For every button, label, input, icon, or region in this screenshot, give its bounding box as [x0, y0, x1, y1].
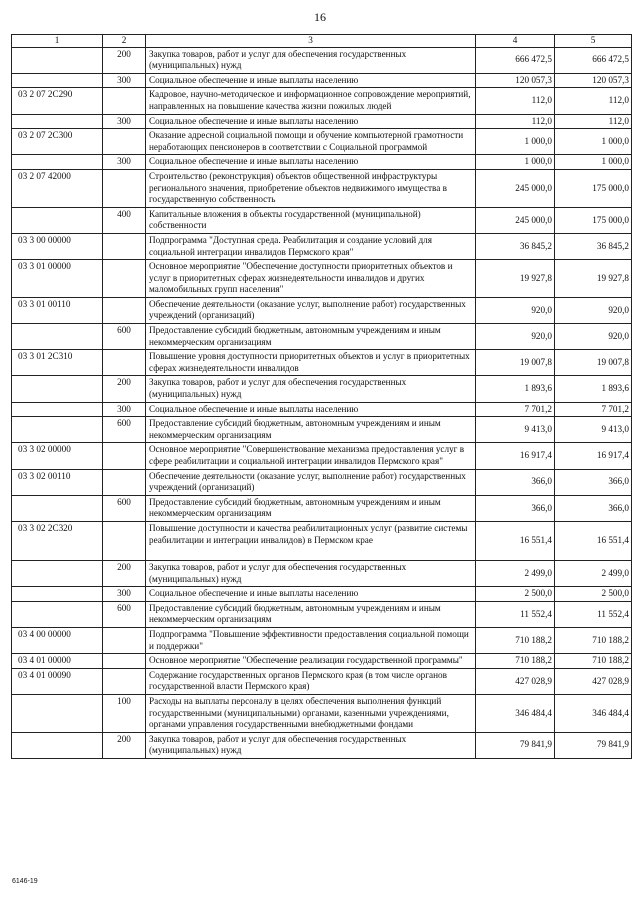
- table-row: [12, 155, 632, 170]
- row-name: Закупка товаров, работ и услуг для обеспечения государственных (муниципальных) нужд: [146, 47, 476, 73]
- row-value-col5: 7 701,2: [555, 402, 632, 417]
- row-expense-type: [103, 233, 146, 259]
- table-row: [12, 297, 632, 323]
- row-name: Предоставление субсидий бюджетным, автономным учреждениям и иным некоммерческим организациям: [146, 324, 476, 350]
- table-row: [12, 417, 632, 443]
- page-number: 16: [314, 10, 326, 24]
- table-row: [12, 114, 632, 129]
- row-code: [12, 73, 103, 88]
- row-value-col5: 366,0: [555, 495, 632, 521]
- row-name: Социальное обеспечение и иные выплаты населению: [146, 73, 476, 88]
- row-code: [12, 601, 103, 627]
- row-expense-type: 200: [103, 47, 146, 73]
- row-value-col4: 245 000,0: [476, 169, 555, 207]
- table-row: [12, 73, 632, 88]
- row-value-col4: 920,0: [476, 297, 555, 323]
- row-name: Оказание адресной социальной помощи и обучение компьютерной грамотности неработающих пенсионеров в соответствии с Социальной программой: [146, 129, 476, 155]
- column-header-4: 4: [476, 35, 555, 48]
- row-name: Предоставление субсидий бюджетным, автономным учреждениям и иным некоммерческим организациям: [146, 495, 476, 521]
- column-number-row: [12, 35, 632, 48]
- column-header-5: 5: [555, 35, 632, 48]
- row-name: Закупка товаров, работ и услуг для обеспечения государственных (муниципальных) нужд: [146, 732, 476, 758]
- row-name: Социальное обеспечение и иные выплаты населению: [146, 114, 476, 129]
- row-expense-type: [103, 443, 146, 469]
- table-row: [12, 654, 632, 669]
- row-name: Расходы на выплаты персоналу в целях обеспечения выполнения функций государственными (муниципальными) органами, казенными учреждениями, органами управления государственными внебюджетными фондами: [146, 694, 476, 732]
- row-name: Предоставление субсидий бюджетным, автономным учреждениям и иным некоммерческим организациям: [146, 417, 476, 443]
- row-code: 03 4 01 00000: [12, 654, 103, 669]
- row-expense-type: [103, 469, 146, 495]
- table-row: [12, 324, 632, 350]
- table-row: [12, 521, 632, 560]
- row-code: 03 2 07 2С300: [12, 129, 103, 155]
- row-value-col5: 112,0: [555, 114, 632, 129]
- row-expense-type: 400: [103, 207, 146, 233]
- table-row: [12, 560, 632, 586]
- row-value-col5: 2 500,0: [555, 587, 632, 602]
- table-row: [12, 587, 632, 602]
- row-code: [12, 495, 103, 521]
- row-value-col5: 1 000,0: [555, 155, 632, 170]
- row-value-col4: 427 028,9: [476, 668, 555, 694]
- row-code: 03 2 07 2С290: [12, 88, 103, 114]
- row-expense-type: 200: [103, 732, 146, 758]
- row-code: [12, 47, 103, 73]
- table-row: [12, 469, 632, 495]
- row-value-col5: 2 499,0: [555, 560, 632, 586]
- row-value-col4: 79 841,9: [476, 732, 555, 758]
- row-code: [12, 694, 103, 732]
- row-code: [12, 732, 103, 758]
- row-code: [12, 560, 103, 586]
- row-expense-type: 300: [103, 73, 146, 88]
- row-code: [12, 587, 103, 602]
- row-expense-type: [103, 169, 146, 207]
- row-value-col5: 920,0: [555, 297, 632, 323]
- row-expense-type: [103, 627, 146, 653]
- row-name: Закупка товаров, работ и услуг для обеспечения государственных (муниципальных) нужд: [146, 376, 476, 402]
- row-expense-type: [103, 297, 146, 323]
- row-expense-type: 300: [103, 114, 146, 129]
- row-name: Повышение уровня доступности приоритетных объектов и услуг в приоритетных сферах жизнедеятельности инвалидов: [146, 350, 476, 376]
- row-expense-type: [103, 88, 146, 114]
- table-row: [12, 402, 632, 417]
- row-value-col4: 19 927,8: [476, 260, 555, 298]
- row-value-col5: 710 188,2: [555, 627, 632, 653]
- row-value-col4: 1 000,0: [476, 129, 555, 155]
- row-expense-type: 300: [103, 587, 146, 602]
- row-expense-type: [103, 654, 146, 669]
- row-value-col5: 175 000,0: [555, 169, 632, 207]
- table-row: [12, 260, 632, 298]
- row-value-col5: 427 028,9: [555, 668, 632, 694]
- row-code: 03 3 01 2С310: [12, 350, 103, 376]
- row-expense-type: 100: [103, 694, 146, 732]
- row-value-col5: 666 472,5: [555, 47, 632, 73]
- table-row: [12, 495, 632, 521]
- table-row: [12, 47, 632, 73]
- row-name: Закупка товаров, работ и услуг для обеспечения государственных (муниципальных) нужд: [146, 560, 476, 586]
- row-value-col4: 1 893,6: [476, 376, 555, 402]
- row-name: Кадровое, научно-методическое и информационное сопровождение мероприятий, направленных на повышение качества жизни пожилых людей: [146, 88, 476, 114]
- row-value-col4: 120 057,3: [476, 73, 555, 88]
- row-name: Основное мероприятие "Совершенствование механизма предоставления услуг в сфере реабилитации и социальной интеграции инвалидов Пермского края": [146, 443, 476, 469]
- row-value-col4: 112,0: [476, 114, 555, 129]
- row-expense-type: [103, 129, 146, 155]
- row-value-col4: 16 917,4: [476, 443, 555, 469]
- row-value-col5: 79 841,9: [555, 732, 632, 758]
- row-value-col5: 112,0: [555, 88, 632, 114]
- row-expense-type: 200: [103, 376, 146, 402]
- row-code: [12, 376, 103, 402]
- row-name: Основное мероприятие "Обеспечение доступности приоритетных объектов и услуг в приоритетных сферах жизнедеятельности инвалидов и других маломобильных групп населения": [146, 260, 476, 298]
- row-code: [12, 324, 103, 350]
- row-expense-type: [103, 350, 146, 376]
- table-row: [12, 129, 632, 155]
- row-code: 03 4 00 00000: [12, 627, 103, 653]
- row-expense-type: 600: [103, 495, 146, 521]
- row-name: Содержание государственных органов Пермского края (в том числе органов государственной власти Пермского края): [146, 668, 476, 694]
- table-row: [12, 169, 632, 207]
- row-name: Обеспечение деятельности (оказание услуг, выполнение работ) государственных учреждений (организаций): [146, 469, 476, 495]
- table-row: [12, 350, 632, 376]
- row-name: Социальное обеспечение и иные выплаты населению: [146, 155, 476, 170]
- row-expense-type: 300: [103, 155, 146, 170]
- row-value-col4: 920,0: [476, 324, 555, 350]
- row-expense-type: 600: [103, 601, 146, 627]
- row-code: 03 3 01 00000: [12, 260, 103, 298]
- row-name: Строительство (реконструкция) объектов общественной инфраструктуры регионального значения, приобретение объектов недвижимого имущества в государственную собственность: [146, 169, 476, 207]
- row-code: [12, 417, 103, 443]
- table-row: [12, 207, 632, 233]
- row-name: Повышение доступности и качества реабилитационных услуг (развитие системы реабилитации и интеграции инвалидов) в Пермском крае: [146, 521, 476, 560]
- row-expense-type: [103, 668, 146, 694]
- row-value-col5: 19 007,8: [555, 350, 632, 376]
- row-expense-type: 600: [103, 324, 146, 350]
- row-name: Подпрограмма "Доступная среда. Реабилитация и создание условий для социальной интеграции инвалидов Пермского края": [146, 233, 476, 259]
- column-header-1: 1: [12, 35, 103, 48]
- row-name: Предоставление субсидий бюджетным, автономным учреждениям и иным некоммерческим организациям: [146, 601, 476, 627]
- row-code: 03 3 01 00110: [12, 297, 103, 323]
- table-row: [12, 88, 632, 114]
- row-value-col5: 1 000,0: [555, 129, 632, 155]
- row-name: Социальное обеспечение и иные выплаты населению: [146, 587, 476, 602]
- row-value-col4: 9 413,0: [476, 417, 555, 443]
- row-name: Подпрограмма "Повышение эффективности предоставления социальной помощи и поддержки": [146, 627, 476, 653]
- row-value-col5: 366,0: [555, 469, 632, 495]
- row-value-col4: 2 499,0: [476, 560, 555, 586]
- row-value-col5: 346 484,4: [555, 694, 632, 732]
- row-value-col5: 36 845,2: [555, 233, 632, 259]
- row-code: 03 3 02 00000: [12, 443, 103, 469]
- table-body: [12, 47, 632, 758]
- row-value-col4: 11 552,4: [476, 601, 555, 627]
- row-value-col4: 36 845,2: [476, 233, 555, 259]
- table-row: [12, 233, 632, 259]
- row-expense-type: [103, 521, 146, 560]
- budget-table: [11, 34, 632, 759]
- row-value-col5: 120 057,3: [555, 73, 632, 88]
- row-value-col5: 16 551,4: [555, 521, 632, 560]
- row-value-col4: 710 188,2: [476, 627, 555, 653]
- table-row: [12, 668, 632, 694]
- table-row: [12, 732, 632, 758]
- table-row: [12, 694, 632, 732]
- row-value-col5: 9 413,0: [555, 417, 632, 443]
- document-code: 6146-19: [12, 878, 38, 885]
- row-value-col4: 7 701,2: [476, 402, 555, 417]
- table-row: [12, 601, 632, 627]
- row-code: 03 2 07 42000: [12, 169, 103, 207]
- column-header-3: 3: [146, 35, 476, 48]
- row-name: Обеспечение деятельности (оказание услуг, выполнение работ) государственных учреждений (организаций): [146, 297, 476, 323]
- row-value-col4: 2 500,0: [476, 587, 555, 602]
- row-value-col4: 19 007,8: [476, 350, 555, 376]
- row-expense-type: 200: [103, 560, 146, 586]
- table-row: [12, 627, 632, 653]
- row-value-col5: 19 927,8: [555, 260, 632, 298]
- row-expense-type: [103, 260, 146, 298]
- table-row: [12, 443, 632, 469]
- row-expense-type: 600: [103, 417, 146, 443]
- row-code: [12, 114, 103, 129]
- row-name: Капитальные вложения в объекты государственной (муниципальной) собственности: [146, 207, 476, 233]
- row-code: 03 3 00 00000: [12, 233, 103, 259]
- row-value-col4: 666 472,5: [476, 47, 555, 73]
- row-code: 03 3 02 2С320: [12, 521, 103, 560]
- row-value-col4: 245 000,0: [476, 207, 555, 233]
- column-header-2: 2: [103, 35, 146, 48]
- row-code: 03 4 01 00090: [12, 668, 103, 694]
- row-code: 03 3 02 00110: [12, 469, 103, 495]
- row-value-col4: 1 000,0: [476, 155, 555, 170]
- row-value-col5: 175 000,0: [555, 207, 632, 233]
- row-value-col4: 710 188,2: [476, 654, 555, 669]
- row-value-col5: 1 893,6: [555, 376, 632, 402]
- row-expense-type: 300: [103, 402, 146, 417]
- row-value-col4: 112,0: [476, 88, 555, 114]
- table-row: [12, 376, 632, 402]
- row-code: [12, 402, 103, 417]
- row-value-col5: 920,0: [555, 324, 632, 350]
- row-name: Основное мероприятие "Обеспечение реализации государственной программы": [146, 654, 476, 669]
- row-code: [12, 155, 103, 170]
- row-value-col5: 16 917,4: [555, 443, 632, 469]
- row-value-col4: 346 484,4: [476, 694, 555, 732]
- row-value-col5: 710 188,2: [555, 654, 632, 669]
- row-value-col5: 11 552,4: [555, 601, 632, 627]
- row-code: [12, 207, 103, 233]
- row-value-col4: 366,0: [476, 469, 555, 495]
- row-value-col4: 16 551,4: [476, 521, 555, 560]
- row-value-col4: 366,0: [476, 495, 555, 521]
- row-name: Социальное обеспечение и иные выплаты населению: [146, 402, 476, 417]
